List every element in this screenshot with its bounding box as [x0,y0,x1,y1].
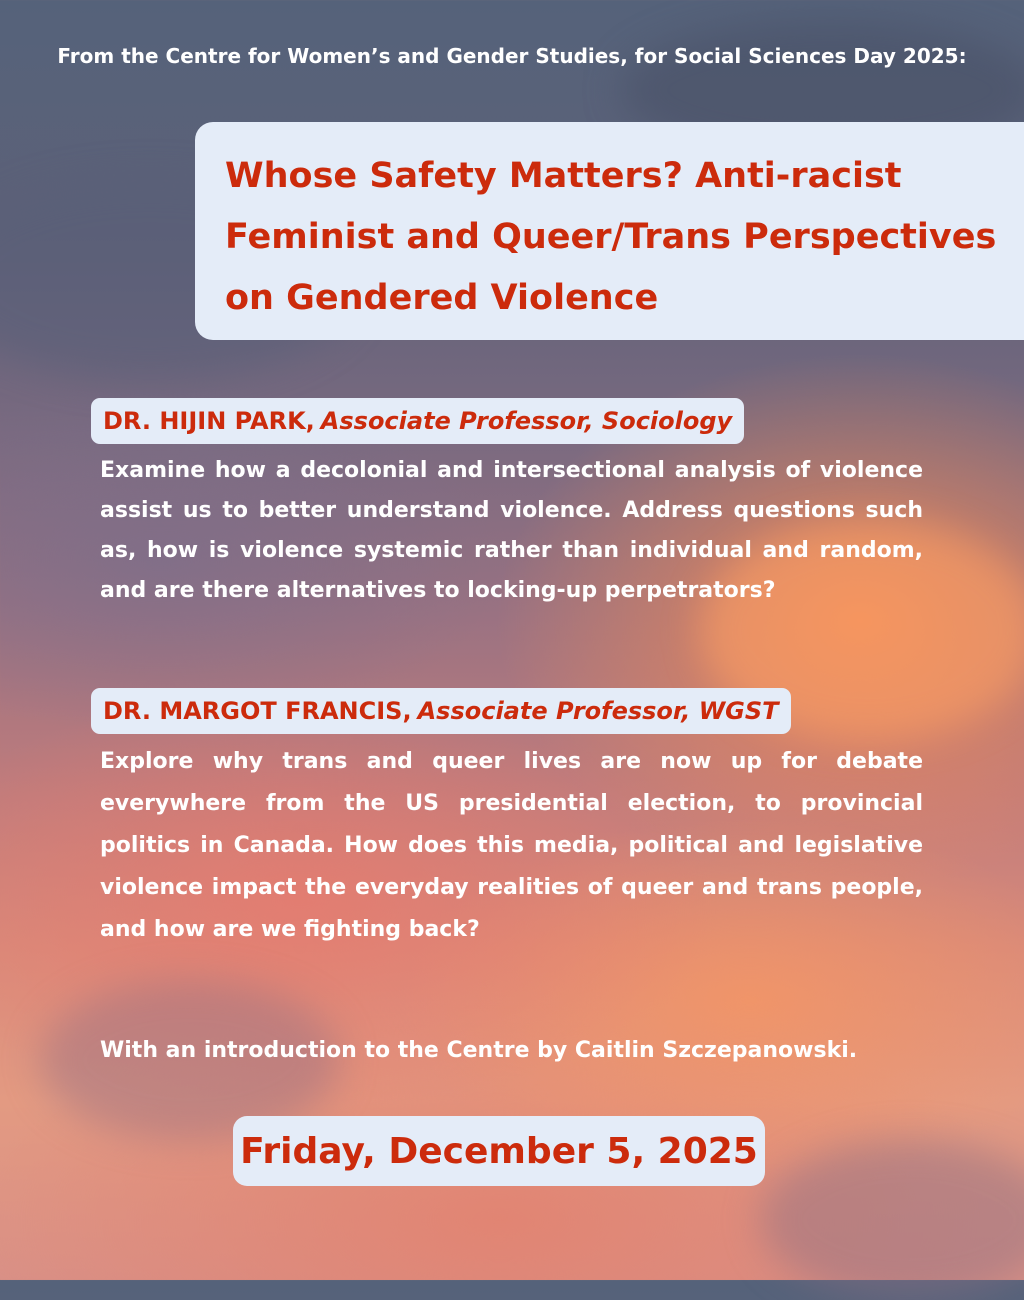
event-title-panel [195,122,1024,340]
speaker-name: DR. HIJIN PARK, [103,407,315,435]
event-title-line: on Gendered Violence [225,278,659,318]
speaker-description-park [100,451,923,611]
organizer-line: From the Centre for Women’s and Gender Studies, for Social Sciences Day 2025: [57,44,967,68]
speaker-role: Associate Professor, WGST [417,697,779,725]
event-title-line: Feminist and Queer/Trans Perspectives [225,217,997,257]
speaker-description-francis [100,741,923,951]
speaker-badge-francis [91,688,791,734]
centre-introduction: With an introduction to the Centre by Caitlin Szczepanowski. [100,1038,858,1063]
event-title [225,146,1015,329]
speaker-role: Associate Professor, Sociology [320,407,733,435]
speaker-name: DR. MARGOT FRANCIS, [103,697,412,725]
speaker-description-text: Explore why trans and queer lives are now up for debate everywhere from the US presidential election, to provincial politics in Canada. How does this media, political and legislative violence impact the everyday realities of queer and trans people, and how are we fighting back? [100,749,923,942]
event-date: Friday, December 5, 2025 [233,1116,765,1186]
speaker-badge-park [91,398,744,444]
event-title-line: Whose Safety Matters? Anti-racist [225,156,902,196]
speaker-description-text: Examine how a decolonial and intersectional analysis of violence assist us to better understand violence. Address questions such as, how is violence systemic rather than individual and random, and are there alternatives to locking-up perpetrators? [100,458,923,603]
sky-cloud [760,1140,1024,1300]
